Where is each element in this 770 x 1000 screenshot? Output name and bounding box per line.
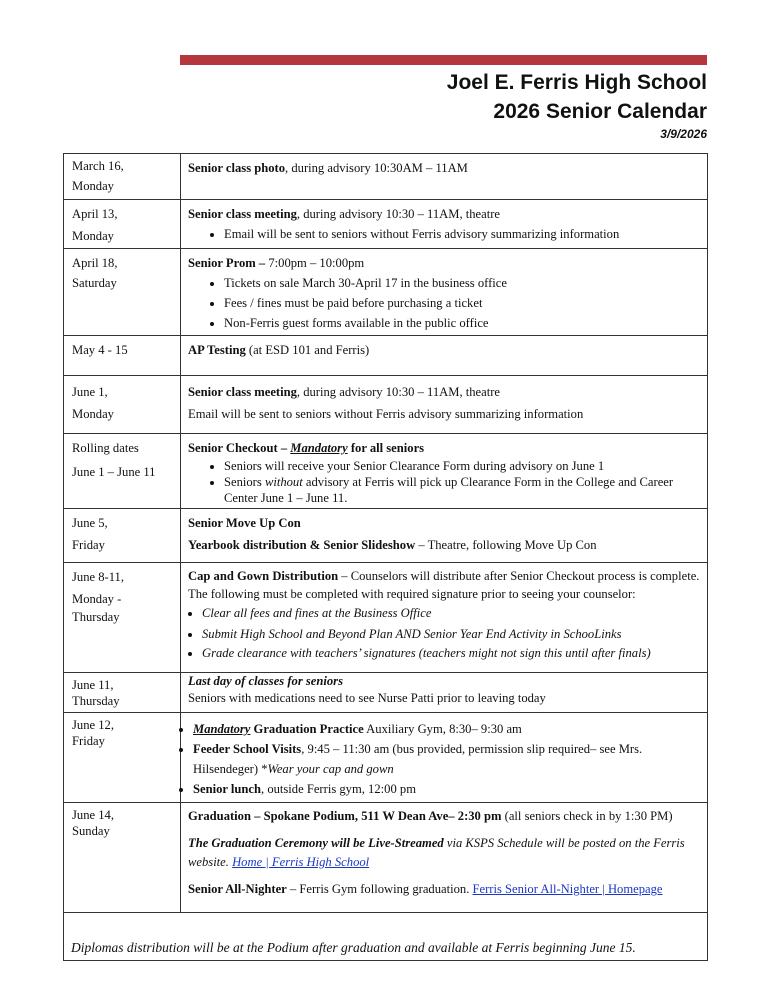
list-item: • Clear all fees and fines at the Business Office xyxy=(202,603,701,624)
table-row: June 14, Sunday Graduation – Spokane Podium, 511 W Dean Ave– 2:30 pm (all seniors check in by 1:30 PM) The Graduation Ceremony will be Live-Streamed via KSPS Schedule will be posted on the Ferris website. Home | Ferris High School Senior All-Nighter – Ferris Gym following graduation. Ferris Senior All-Nighter | Homepage xyxy=(64,803,708,913)
table-row: June 8-11, Monday - Thursday Cap and Gown Distribution – Counselors will distribute after Senior Checkout process is complete. The following must be completed with required signature prior to seeing your counselor: • Clear all fees and fines at the Business Office • Submit High School and Beyond Plan AND Senior Year End Activity in SchooLinks • Grade clearance with teachers’ signatures (teachers might not sign this until after finals) xyxy=(64,563,708,673)
list-item: • Email will be sent to seniors without Ferris advisory summarizing information xyxy=(224,224,701,244)
school-name: Joel E. Ferris High School xyxy=(446,71,707,94)
table-row: April 18, Saturday Senior Prom – 7:00pm – 10:00pm • Tickets on sale March 30-April 17 in the business office • Fees / fines must be paid before purchasing a ticket • Non-Ferris guest forms available in the public office xyxy=(64,249,708,336)
list-item: • Feeder School Visits, 9:45 – 11:30 am (bus provided, permission slip required– see Mrs. Hilsendeger) *Wear your cap and gown xyxy=(193,739,701,779)
table-row: March 16, Monday Senior class photo, during advisory 10:30AM – 11AM xyxy=(64,154,708,200)
list-item: • Senior lunch, outside Ferris gym, 12:00 pm xyxy=(193,779,701,799)
list-item: • Grade clearance with teachers’ signatures (teachers might not sign this until after finals) xyxy=(202,645,701,661)
table-row: June 11, Thursday Last day of classes for seniors Seniors with medications need to see Nurse Patti prior to leaving today xyxy=(64,673,708,713)
table-row: June 12, Friday • Mandatory Graduation Practice Auxiliary Gym, 8:30– 9:30 am • Feeder School Visits, 9:45 – 11:30 am (bus provided, permission slip required– see Mrs. Hilsendeger) *Wear your cap and gown • Senior lunch, outside Ferris gym, 12:00 pm xyxy=(64,713,708,803)
list-item: • Fees / fines must be paid before purchasing a ticket xyxy=(224,293,701,313)
diplomas-note: Diplomas distribution will be at the Podium after graduation and available at Ferris beginning June 15. xyxy=(64,913,708,961)
senior-all-nighter-link[interactable]: Ferris Senior All-Nighter | Homepage xyxy=(472,882,663,896)
table-row: June 5, Friday Senior Move Up Con Yearbook distribution & Senior Slideshow – Theatre, following Move Up Con xyxy=(64,509,708,563)
ferris-home-link[interactable]: Home | Ferris High School xyxy=(232,855,370,869)
table-row: Rolling dates June 1 – June 11 Senior Checkout – Mandatory for all seniors • Seniors will receive your Senior Clearance Form during advisory on June 1 • Seniors without advisory at Ferris will pick up Clearance Form in the College and Career Center June 1 – June 11. xyxy=(64,434,708,509)
table-row: May 4 - 15 AP Testing (at ESD 101 and Ferris) xyxy=(64,336,708,376)
senior-calendar-table xyxy=(63,153,708,961)
header-accent-bar xyxy=(180,55,707,65)
list-item: • Seniors will receive your Senior Clearance Form during advisory on June 1 xyxy=(224,458,701,474)
revision-date: 3/9/2026 xyxy=(660,127,707,141)
footer-row xyxy=(64,913,708,961)
list-item: • Mandatory Graduation Practice Auxiliary Gym, 8:30– 9:30 am xyxy=(193,719,701,739)
calendar-title: 2026 Senior Calendar xyxy=(493,100,707,123)
list-item: • Tickets on sale March 30-April 17 in the business office xyxy=(224,273,701,293)
list-item: • Non-Ferris guest forms available in the public office xyxy=(224,313,701,333)
list-item: • Seniors without advisory at Ferris will pick up Clearance Form in the College and Career Center June 1 – June 11. xyxy=(224,474,701,506)
document-header xyxy=(447,68,707,142)
table-row: April 13, Monday Senior class meeting, during advisory 10:30 – 11AM, theatre • Email will be sent to seniors without Ferris advisory summarizing information xyxy=(64,200,708,249)
list-item: • Submit High School and Beyond Plan AND Senior Year End Activity in SchooLinks xyxy=(202,624,701,645)
table-row: June 1, Monday Senior class meeting, during advisory 10:30 – 11AM, theatre Email will be sent to seniors without Ferris advisory summarizing information xyxy=(64,376,708,434)
